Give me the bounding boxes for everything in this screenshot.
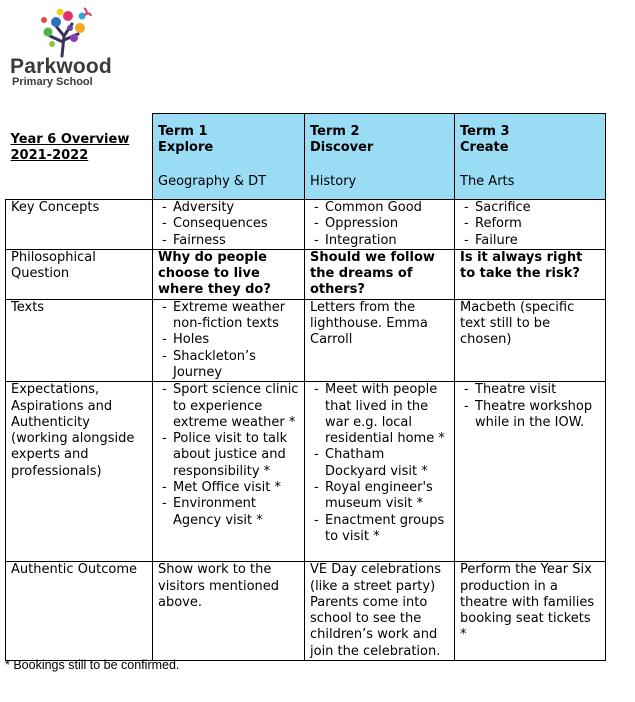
list-item: - Met Office visit * <box>158 480 299 496</box>
school-subtitle: Primary School <box>12 76 93 88</box>
list-item: - Meet with people that lived in the war e.g. local residential home * <box>310 382 449 447</box>
overview-title: Year 6 Overview 2021-2022 <box>10 131 130 163</box>
list-item: - Fairness <box>158 233 299 249</box>
list-item: - Oppression <box>310 216 449 232</box>
list-item: - Integration <box>310 233 449 249</box>
key-concepts-term-1 <box>153 200 305 250</box>
row-label: Key Concepts <box>6 200 153 250</box>
texts-row <box>6 299 606 381</box>
outcome-row <box>6 562 606 661</box>
list-item: - Failure <box>460 233 600 249</box>
list-item: - Common Good <box>310 200 449 216</box>
key-concepts-term-3 <box>455 200 606 250</box>
list-item: - Royal engineer's museum visit * <box>310 480 449 513</box>
outcome-term-2: VE Day celebrations (like a street party) Parents come into school to see the children’s work and join the celebration. <box>305 562 455 661</box>
expectations-term-2 <box>305 382 455 562</box>
row-label: Expectations, Aspirations and Authenticity (working alongside experts and professionals) <box>6 382 153 562</box>
list-item: - Enactment groups to visit * <box>310 513 449 546</box>
list-item: - Extreme weather non-fiction texts <box>158 300 299 333</box>
texts-term-3: Macbeth (specific text still to be chosen) <box>455 299 606 381</box>
list-item: - Consequences <box>158 216 299 232</box>
header-row <box>6 114 606 200</box>
list-item: - Chatham Dockyard visit * <box>310 447 449 480</box>
texts-term-2: Letters from the lighthouse. Emma Carroll <box>305 299 455 381</box>
tree-logo-icon <box>34 6 96 58</box>
list-item: - Environment Agency visit * <box>158 496 299 529</box>
row-label: Texts <box>6 299 153 381</box>
term-1-header: Term 1 Explore Geography & DT <box>153 114 305 200</box>
outcome-term-3: Perform the Year Six production in a theatre with families booking seat tickets * <box>455 562 606 661</box>
key-concepts-term-2 <box>305 200 455 250</box>
school-name: Parkwood <box>10 55 112 78</box>
row-label: Philosophical Question <box>6 249 153 299</box>
list-item: - Shackleton’s Journey <box>158 349 299 382</box>
school-logo <box>10 6 120 86</box>
expectations-row <box>6 382 606 562</box>
overview-title-cell <box>6 114 153 200</box>
list-item: - Theatre workshop while in the IOW. <box>460 399 600 432</box>
overview-table <box>5 113 606 661</box>
question-term-2: Should we follow the dreams of others? <box>305 249 455 299</box>
outcome-term-1: Show work to the visitors mentioned above. <box>153 562 305 661</box>
list-item: - Adversity <box>158 200 299 216</box>
footnote: * Bookings still to be confirmed. <box>5 658 180 672</box>
expectations-term-3 <box>455 382 606 562</box>
question-row <box>6 249 606 299</box>
term-3-header: Term 3 Create The Arts <box>455 114 606 200</box>
list-item: - Reform <box>460 216 600 232</box>
list-item: - Holes <box>158 332 299 348</box>
question-term-3: Is it always right to take the risk? <box>455 249 606 299</box>
list-item: - Police visit to talk about justice and responsibility * <box>158 431 299 480</box>
list-item: - Sacrifice <box>460 200 600 216</box>
key-concepts-row <box>6 200 606 250</box>
term-2-header: Term 2 Discover History <box>305 114 455 200</box>
expectations-term-1 <box>153 382 305 562</box>
texts-term-1 <box>153 299 305 381</box>
list-item: - Sport science clinic to experience extreme weather * <box>158 382 299 431</box>
question-term-1: Why do people choose to live where they do? <box>153 249 305 299</box>
row-label: Authentic Outcome <box>6 562 153 661</box>
list-item: - Theatre visit <box>460 382 600 398</box>
